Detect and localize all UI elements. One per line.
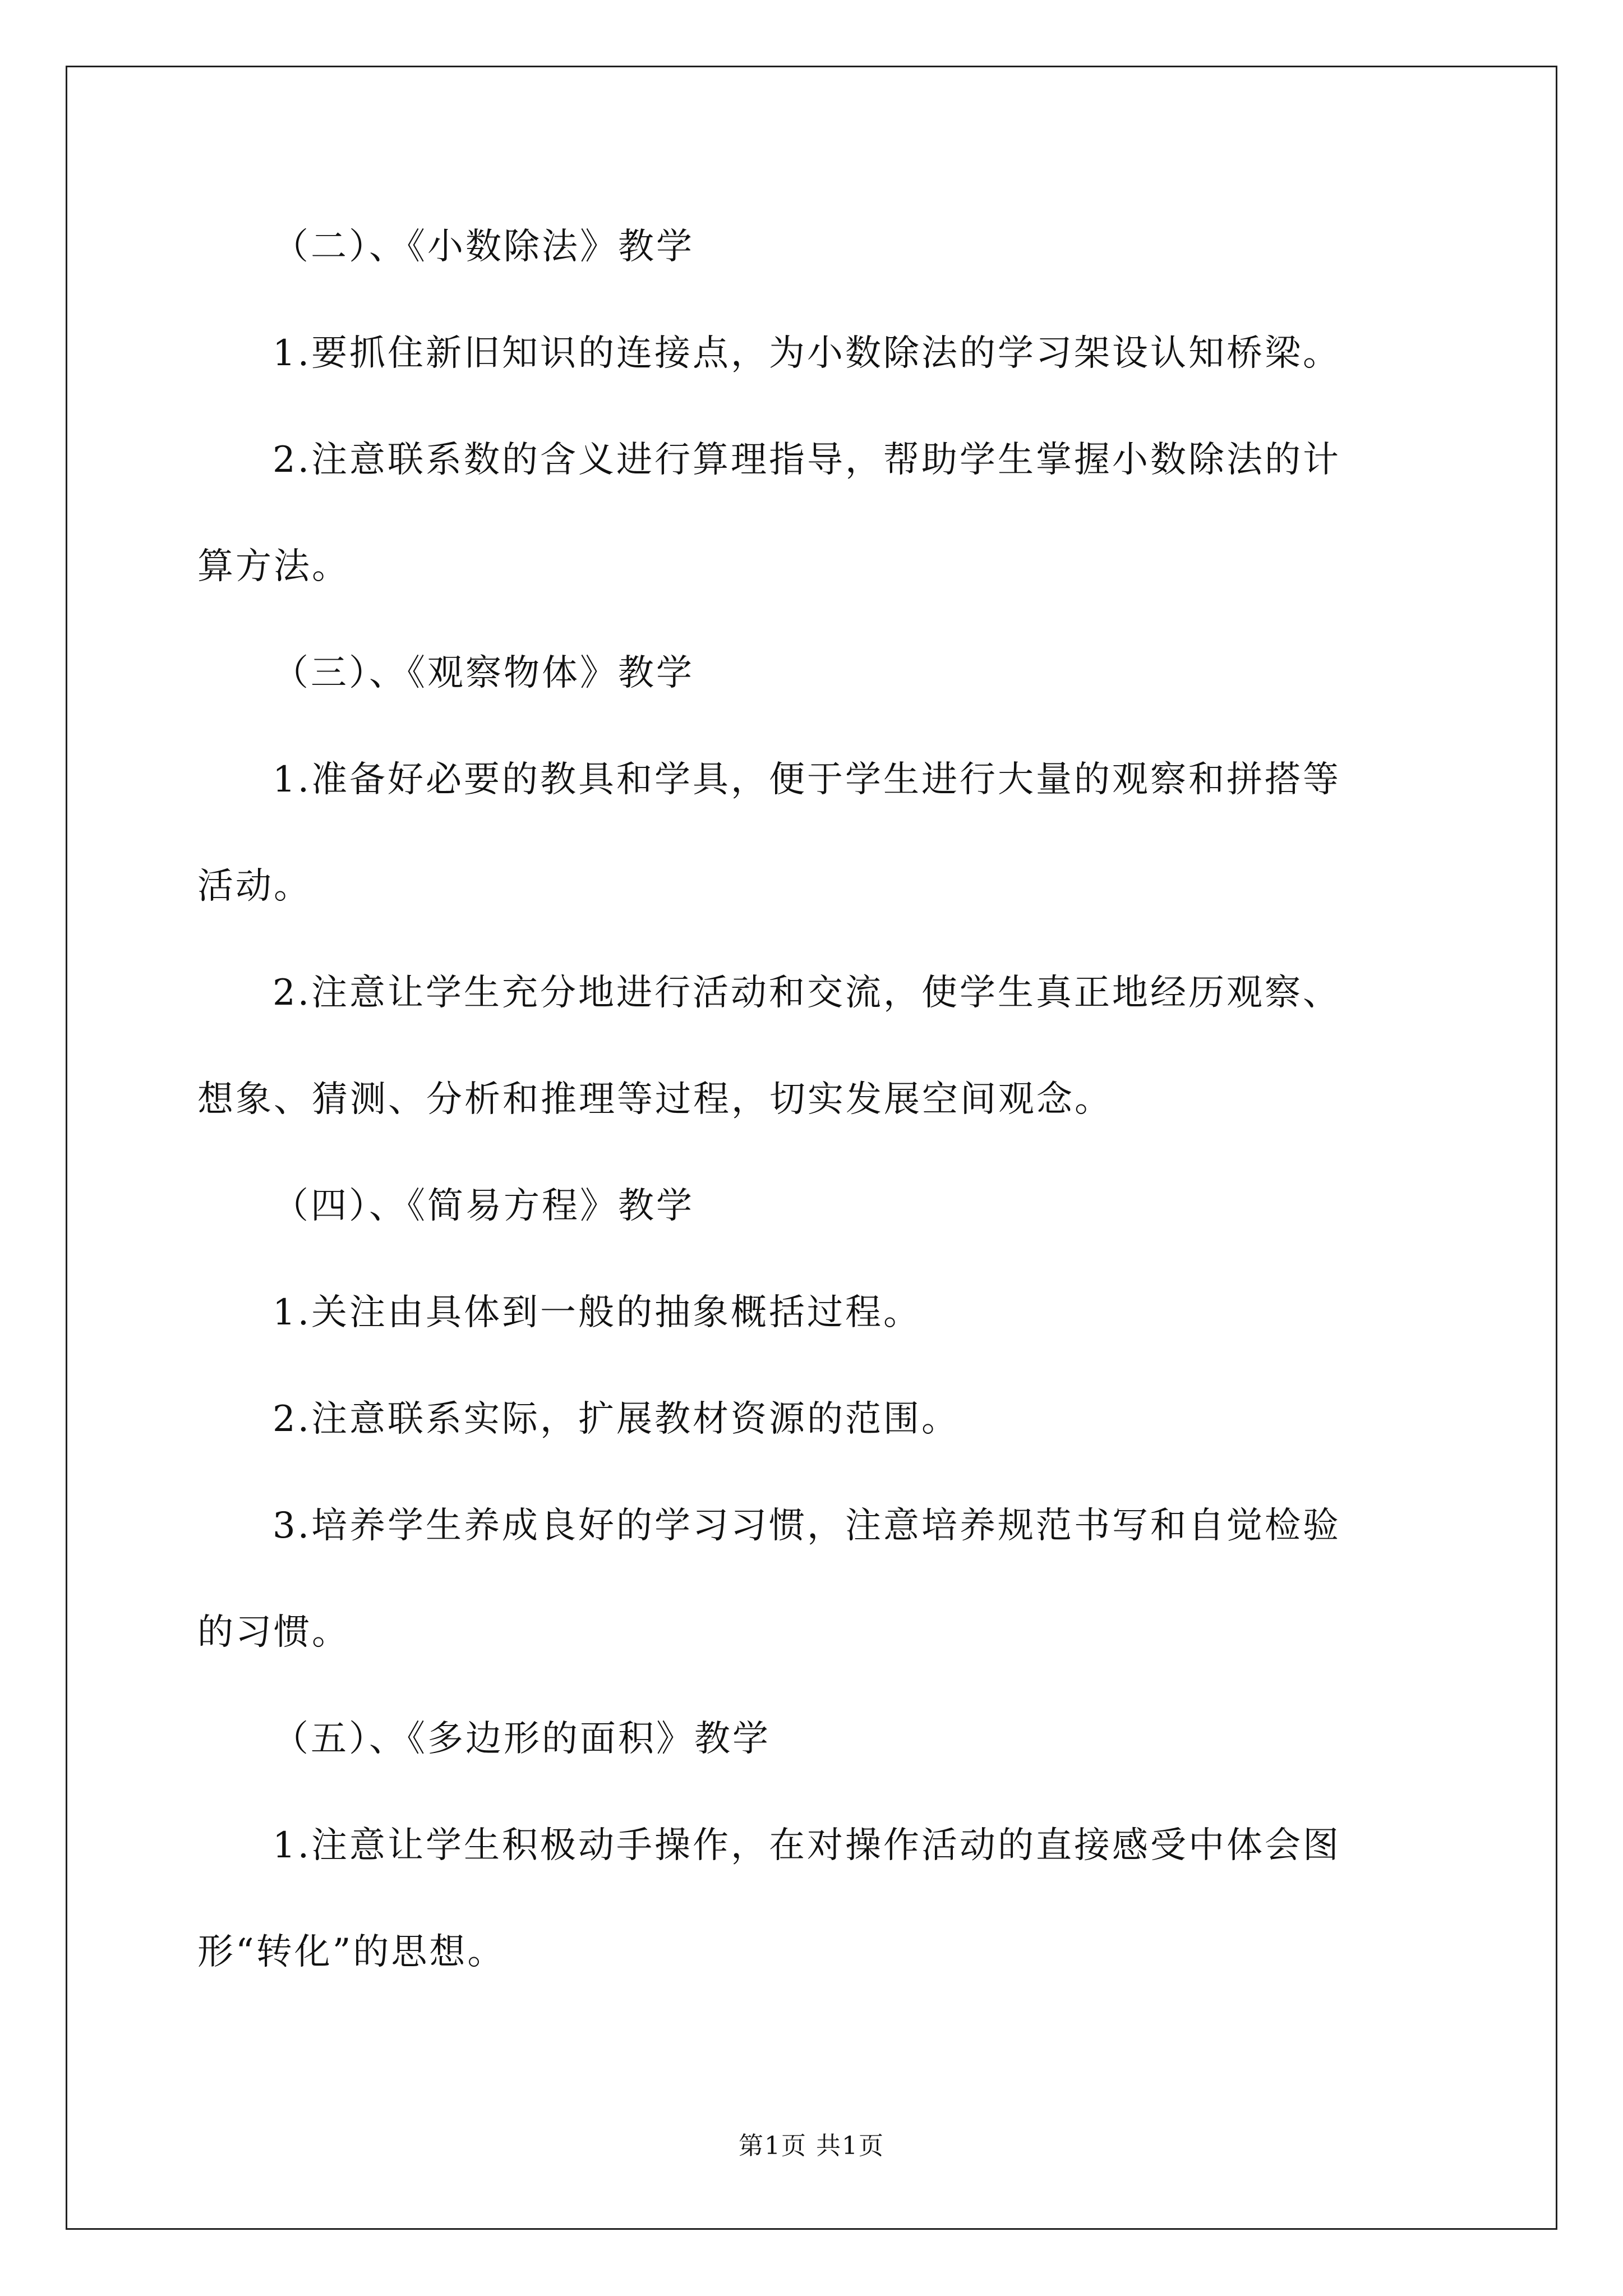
paragraph-line: 2.注意联系数的含义进行算理指导，帮助学生掌握小数除法的计: [273, 439, 1341, 481]
paragraph-line: 1.准备好必要的教具和学具，便于学生进行大量的观察和拼搭等: [273, 759, 1341, 800]
page-footer: 第1页 共1页: [739, 2132, 884, 2160]
section-heading-polygon-area: （五）、《多边形的面积》教学: [273, 1718, 771, 1760]
paragraph-line: 1.注意让学生积极动手操作，在对操作活动的直接感受中体会图: [273, 1825, 1341, 1866]
paragraph-line: 活动。: [197, 866, 312, 907]
section-heading-simple-equations: （四）、《简易方程》教学: [273, 1185, 694, 1227]
paragraph-line: 的习惯。: [197, 1612, 350, 1653]
paragraph-line: 2.注意联系实际，扩展教材资源的范围。: [273, 1398, 960, 1440]
paragraph-line: 2.注意让学生充分地进行活动和交流，使学生真正地经历观察、: [273, 972, 1341, 1014]
paragraph-line: 形“转化”的思想。: [197, 1931, 506, 1973]
paragraph-line: 想象、猜测、分析和推理等过程，切实发展空间观念。: [197, 1079, 1113, 1120]
paragraph-line: 算方法。: [197, 546, 350, 587]
section-heading-decimal-division: （二）、《小数除法》教学: [273, 226, 694, 268]
paragraph-line: 1.关注由具体到一般的抽象概括过程。: [273, 1292, 922, 1333]
section-heading-observing-objects: （三）、《观察物体》教学: [273, 652, 694, 694]
paragraph-line: 1.要抓住新旧知识的连接点，为小数除法的学习架设认知桥梁。: [273, 333, 1341, 374]
page-border: [66, 66, 1557, 2230]
paragraph-line: 3.培养学生养成良好的学习习惯，注意培养规范书写和自觉检验: [273, 1505, 1341, 1547]
